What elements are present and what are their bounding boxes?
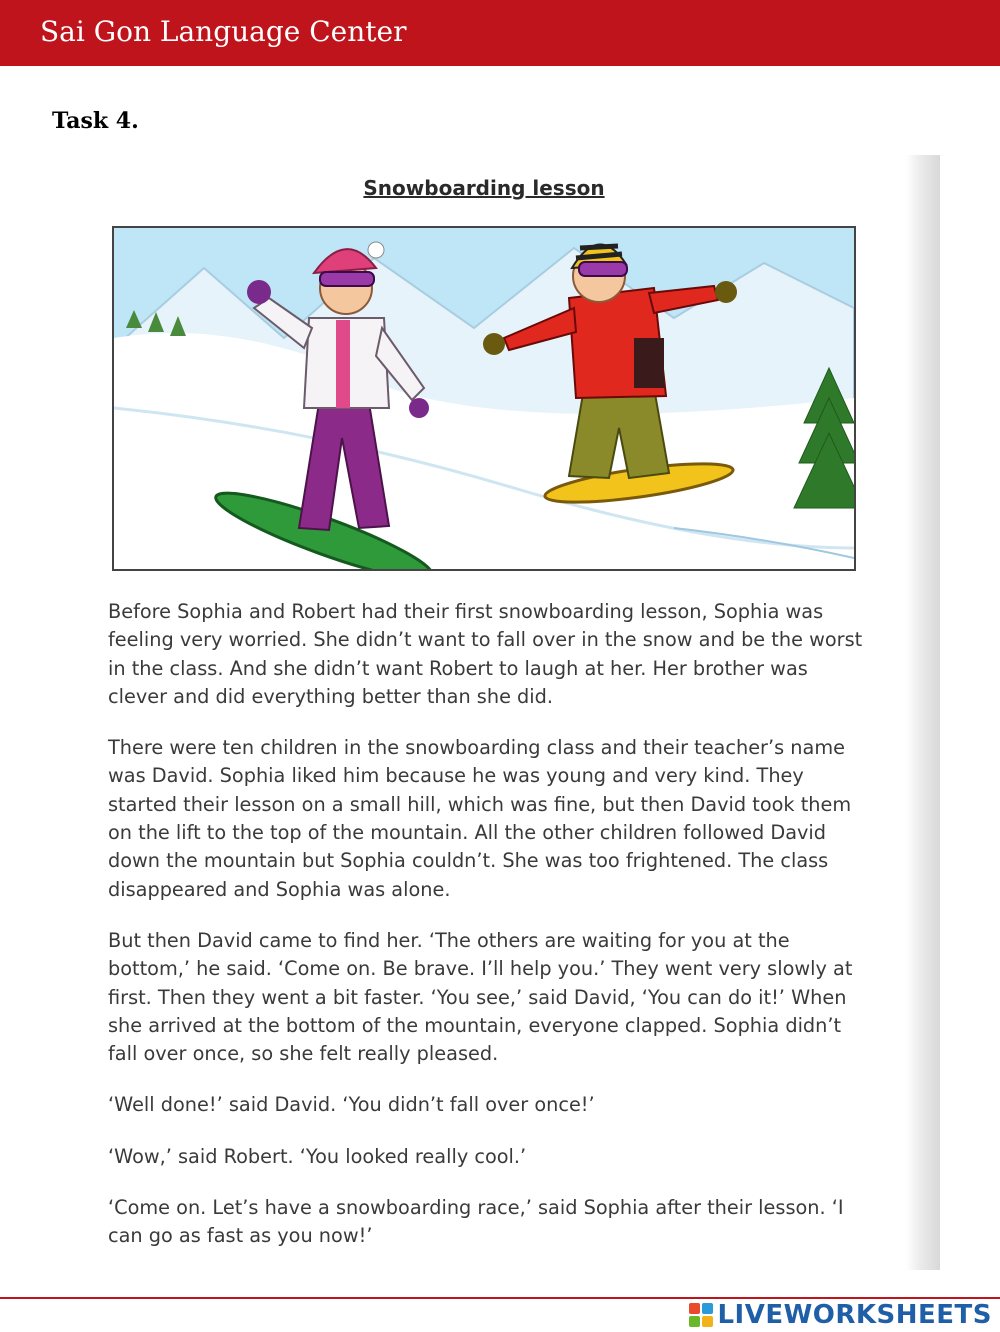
task-label: Task 4. xyxy=(52,108,139,134)
header-title: Sai Gon Language Center xyxy=(40,15,407,48)
story-text xyxy=(108,598,868,1274)
story-paragraph-5: ‘Wow,’ said Robert. ‘You looked really cool.’ xyxy=(108,1144,527,1168)
story-paragraph-1: Before Sophia and Robert had their first snowboarding lesson, Sophia was feeling very worried. She didn’t want to fall over in the snow and be the worst in the class. And she didn’t want Robert to laugh at her. Her brother was clever and did everything better than she did. xyxy=(108,600,863,708)
story-paragraph-3: But then David came to find her. ‘The others are waiting for you at the bottom,’ he said. ‘Come on. Be brave. I’ll help you.’ They went very slowly at first. Then they went a bit faster. ‘You see,’ said David, ‘You can do it!’ When she arrived at the bottom of the mountain, everyone clapped. Sophia didn’t fall over once, so she felt really pleased. xyxy=(108,928,853,1066)
snowboarders-illustration xyxy=(112,226,856,571)
story-title: Snowboarding lesson xyxy=(363,176,605,200)
story-paragraph-6: ‘Come on. Let’s have a snowboarding race,’ said Sophia after their lesson. ‘I can go as fast as you now!’ xyxy=(108,1196,844,1248)
liveworksheets-logo-icon xyxy=(689,1303,713,1327)
page-edge-shadow xyxy=(906,155,940,1270)
header-bar xyxy=(0,0,1000,66)
story-paragraph-2: There were ten children in the snowboarding class and their teacher’s name was David. Sophia liked him because he was young and very kind. They started their lesson on a small hill, which was fine, but then David took them on the lift to the top of the mountain. All the other children followed David down the mountain but Sophia couldn’t. She was too frightened. The class disappeared and Sophia was alone. xyxy=(108,736,852,901)
brand-name: LIVEWORKSHEETS xyxy=(717,1300,992,1330)
brand-logo[interactable] xyxy=(689,1300,992,1330)
story-paragraph-4: ‘Well done!’ said David. ‘You didn’t fall over once!’ xyxy=(108,1093,595,1117)
footer-divider xyxy=(0,1297,1000,1299)
